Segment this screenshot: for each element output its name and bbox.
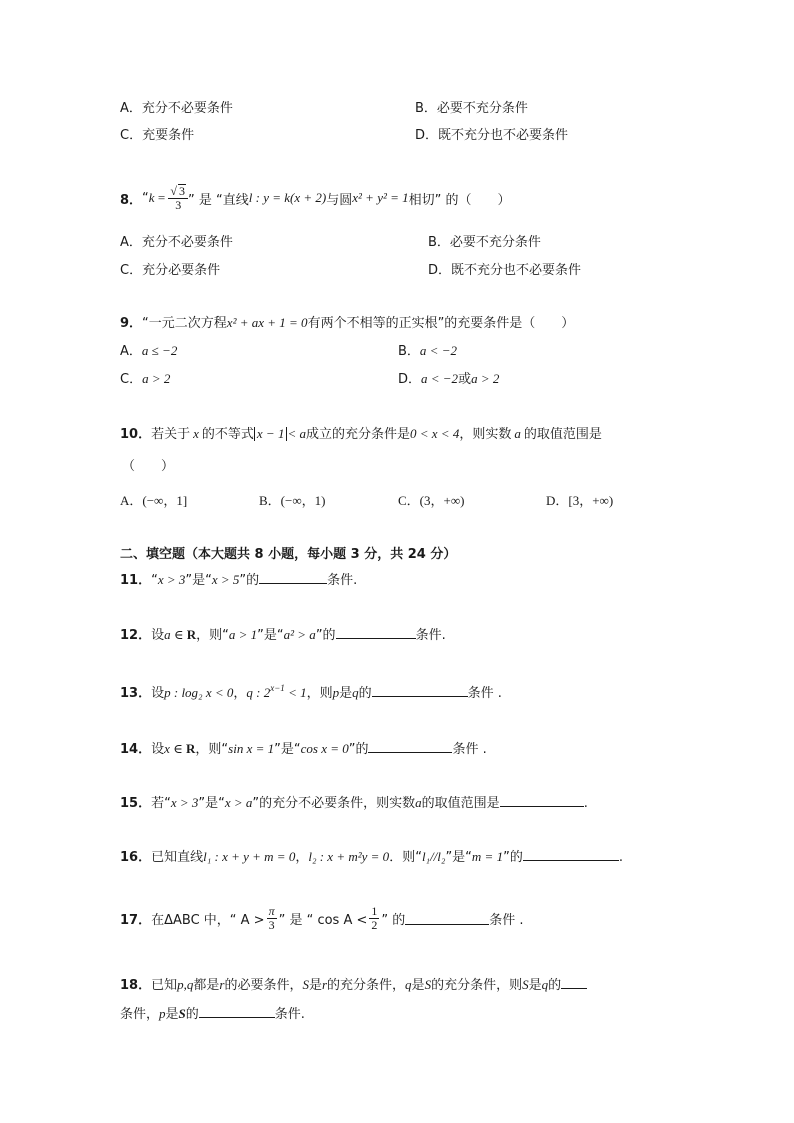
q12-tail: 条件.	[415, 628, 446, 643]
q10-paren: （ ）	[122, 459, 175, 474]
q15-answer-blank[interactable]	[500, 794, 584, 807]
q18-p: p	[159, 1006, 166, 1021]
q10-mid: 的不等式	[201, 427, 254, 442]
q9-d-label: D．	[398, 372, 422, 387]
q18-t8: 是	[528, 978, 542, 993]
q9-d-value2: a > 2	[471, 371, 500, 386]
q12-pre: 设	[151, 628, 165, 643]
q16-is: ”是“	[445, 850, 472, 865]
q13-mid: ，则	[306, 686, 333, 701]
q16	[120, 846, 623, 865]
q17-two: 2	[371, 917, 378, 932]
q12-answer-blank[interactable]	[336, 626, 416, 639]
q18-t10: 条件，	[120, 1007, 160, 1022]
q18-s2: S	[424, 977, 432, 992]
q18-line2	[120, 1003, 305, 1022]
q7-option-b: B．必要不充分条件	[415, 101, 528, 116]
q16-pre: 已知直线	[151, 850, 204, 865]
q10-x: x	[193, 426, 199, 441]
q13-q: q : 2	[246, 685, 271, 700]
q8-mid: ” 是 “直线	[188, 192, 249, 208]
q15-tail: 的取值范围是	[421, 796, 500, 811]
q8-open-quote: “	[142, 190, 149, 206]
q10-option-c: C．(3，+∞)	[398, 493, 465, 508]
q15-a: a	[415, 795, 422, 810]
q12-de: ”的	[315, 628, 336, 643]
q17-pre: 在ΔABC 中，“ A >	[151, 912, 265, 928]
q18-s1: S	[302, 977, 309, 992]
q8-option-c: C．充分必要条件	[120, 263, 221, 278]
q12-then: ，则“	[196, 628, 229, 643]
q18-s4: S	[178, 1006, 186, 1021]
q18-t7: 的充分条件，则	[431, 978, 523, 993]
q15-cond2: x > a	[224, 795, 253, 810]
q10-abs: x − 1	[254, 427, 288, 441]
q17-tail: 条件 .	[489, 912, 524, 928]
q15-end: .	[583, 796, 588, 811]
q18-q2: q	[541, 977, 549, 992]
q10-stem	[120, 423, 602, 442]
q11-answer-blank[interactable]	[259, 571, 327, 584]
q10-tail2: 的取值范围是	[523, 427, 602, 442]
q18-t5: 的充分条件，	[327, 978, 406, 993]
q15-pre: 若“	[151, 796, 171, 811]
q18-t9: 的	[548, 978, 562, 993]
q16-de: ”的	[503, 850, 523, 865]
q17-fraction-pi-3	[267, 905, 277, 931]
q13-sep: ，	[233, 686, 247, 701]
q17-pi: π	[268, 903, 275, 918]
q18-t3: 的必要条件，	[224, 978, 303, 993]
q18-answer-blank-2[interactable]	[199, 1005, 275, 1018]
q13-p: p : log₂ x < 0	[164, 685, 234, 700]
q16-answer-blank[interactable]	[523, 848, 619, 861]
q9-d-or: 或	[458, 372, 472, 387]
q18-s3: S	[522, 977, 529, 992]
q11-de: ”的	[239, 573, 260, 588]
q16-number: 16．	[120, 850, 152, 865]
q15-mid: ”的充分不必要条件，则实数	[252, 796, 416, 811]
q14	[120, 738, 487, 757]
q10-a: a	[514, 426, 521, 441]
q17-number: 17．	[120, 912, 152, 928]
q17-one: 1	[371, 903, 378, 918]
q17-mid: ” 是 “ cos A <	[278, 912, 368, 928]
q14-R: R	[186, 741, 196, 756]
q8-k: k	[148, 190, 155, 205]
q11-cond2: x > 5	[211, 572, 240, 587]
q14-pre: 设	[151, 742, 165, 757]
q9-d-value1: a < −2	[421, 371, 459, 386]
q16-line2: l₂ : x + m²y = 0	[308, 849, 390, 864]
q9-a-value: a ≤ −2	[141, 343, 178, 358]
q11-quote: “	[151, 573, 158, 588]
q8-den: 3	[168, 198, 188, 212]
q15	[120, 792, 588, 811]
q16-parallel: l₁//l₂	[421, 849, 446, 864]
q8-eq: =	[154, 190, 169, 205]
q14-tail: 条件 .	[452, 742, 487, 757]
q12-a: a ∈	[164, 627, 187, 642]
q13-q-var: q	[352, 685, 359, 700]
q9-option-c	[120, 368, 170, 387]
q18-t11: 是	[165, 1007, 179, 1022]
q14-is: ”是“	[274, 742, 301, 757]
q13-p-var: p	[332, 685, 340, 700]
q17-answer-blank[interactable]	[405, 912, 489, 925]
q18-r2: r	[321, 977, 328, 992]
q18-r1: r	[219, 977, 225, 992]
q18-t4: 是	[308, 978, 322, 993]
q14-then: ，则“	[195, 742, 229, 757]
q8-number: 8．	[120, 192, 143, 208]
q13-is: 是	[339, 686, 353, 701]
q9-b-label: B．	[398, 344, 420, 359]
q14-cond1: sin x = 1	[228, 741, 275, 756]
q17	[120, 898, 524, 938]
q14-de: ”的	[348, 742, 369, 757]
q9-pre: “一元二次方程	[142, 316, 227, 331]
q11-cond1: x > 3	[157, 572, 186, 587]
q7-option-c: C．充要条件	[120, 128, 195, 143]
q14-answer-blank[interactable]	[368, 740, 452, 753]
q13-de: 的	[358, 686, 372, 701]
q18-pq: p,q	[177, 977, 194, 992]
q17-de: ” 的	[381, 912, 406, 928]
q12-R: R	[186, 627, 197, 642]
q18-t1: 已知	[151, 978, 178, 993]
q10-option-a: A．(−∞，1]	[120, 493, 188, 508]
section-heading-fill-blank: 二、填空题（本大题共 8 小题，每小题 3 分，共 24 分）	[120, 547, 457, 562]
q9-option-b	[398, 340, 457, 359]
q11-number: 11．	[120, 573, 152, 588]
q11	[120, 569, 357, 588]
q11-is: ”是“	[185, 573, 212, 588]
q8-fraction	[168, 184, 188, 211]
q9-stem	[120, 312, 574, 331]
q18-t13: 条件.	[274, 1007, 305, 1022]
q12-is: ”是“	[257, 628, 284, 643]
q13-tail: 条件 .	[467, 686, 502, 701]
q16-mid: ．则“	[389, 850, 422, 865]
q15-number: 15．	[120, 796, 152, 811]
q10-option-d: D．[3，+∞)	[546, 493, 614, 508]
q10-lt-a: < a	[287, 426, 306, 441]
q9-number: 9．	[120, 316, 143, 331]
q12-cond1: a > 1	[228, 627, 258, 642]
q8-option-b: B．必要不充分条件	[428, 235, 541, 250]
q7-option-a: A．充分不必要条件	[120, 101, 233, 116]
q14-number: 14．	[120, 742, 152, 757]
q9-c-value: a > 2	[142, 371, 171, 386]
q8-mid2: 与圆	[326, 192, 353, 208]
q10-pre: 若关于	[151, 427, 191, 442]
q9-option-a	[120, 340, 177, 359]
q8-stem	[120, 178, 511, 218]
q16-sep: ，	[295, 850, 309, 865]
q18-line1	[120, 974, 587, 993]
q12	[120, 624, 446, 643]
q9-equation: x² + ax + 1 = 0	[226, 315, 308, 330]
q13	[120, 682, 502, 701]
q10-option-b: B．(−∞，1)	[259, 493, 326, 508]
q10-condition: 0 < x < 4	[410, 426, 460, 441]
q8-tail: 相切” 的（ ）	[408, 192, 511, 208]
q15-cond1: x > 3	[170, 795, 199, 810]
q13-answer-blank[interactable]	[372, 684, 468, 697]
q18-number: 18．	[120, 978, 152, 993]
q18-t6: 是	[411, 978, 425, 993]
q9-a-label: A．	[120, 344, 142, 359]
q13-q2: < 1	[284, 685, 307, 700]
q17-fraction-1-2	[369, 905, 379, 931]
q10-tail: ，则实数	[459, 427, 512, 442]
q7-option-d: D．既不充分也不必要条件	[415, 128, 569, 143]
q18-q1: q	[405, 977, 412, 992]
q9-tail: 有两个不相等的正实根”的充要条件是（ ）	[307, 316, 575, 331]
q8-sqrt-num: 3	[179, 184, 186, 199]
q12-number: 12．	[120, 628, 152, 643]
q14-x: x ∈	[164, 741, 187, 756]
q18-answer-blank-1[interactable]	[561, 976, 587, 989]
q8-option-d: D．既不充分也不必要条件	[428, 263, 582, 278]
q17-three: 3	[267, 918, 277, 932]
q18-t12: 的	[185, 1007, 199, 1022]
q8-circle: x² + y² = 1	[352, 190, 409, 205]
q9-c-label: C．	[120, 372, 143, 387]
q10-number: 10．	[120, 427, 152, 442]
q14-cond2: cos x = 0	[300, 741, 349, 756]
q16-end: .	[618, 850, 623, 865]
q8-line: l : y = k(x + 2)	[248, 190, 327, 205]
q13-exp: x−1	[270, 683, 285, 693]
q8-option-a: A．充分不必要条件	[120, 235, 233, 250]
q16-line1: l₁ : x + y + m = 0	[203, 849, 296, 864]
q9-b-value: a < −2	[419, 343, 457, 358]
q13-number: 13．	[120, 686, 152, 701]
q8-sqrt-symbol: √	[170, 184, 178, 199]
q10-mid2: 成立的充分条件是	[305, 427, 410, 442]
q11-tail: 条件.	[327, 573, 358, 588]
q12-cond2: a² > a	[283, 627, 316, 642]
q13-pre: 设	[151, 686, 165, 701]
q16-cond2: m = 1	[471, 849, 504, 864]
q15-is: ”是“	[198, 796, 225, 811]
q18-t2: 都是	[193, 978, 220, 993]
q9-option-d	[398, 368, 499, 387]
